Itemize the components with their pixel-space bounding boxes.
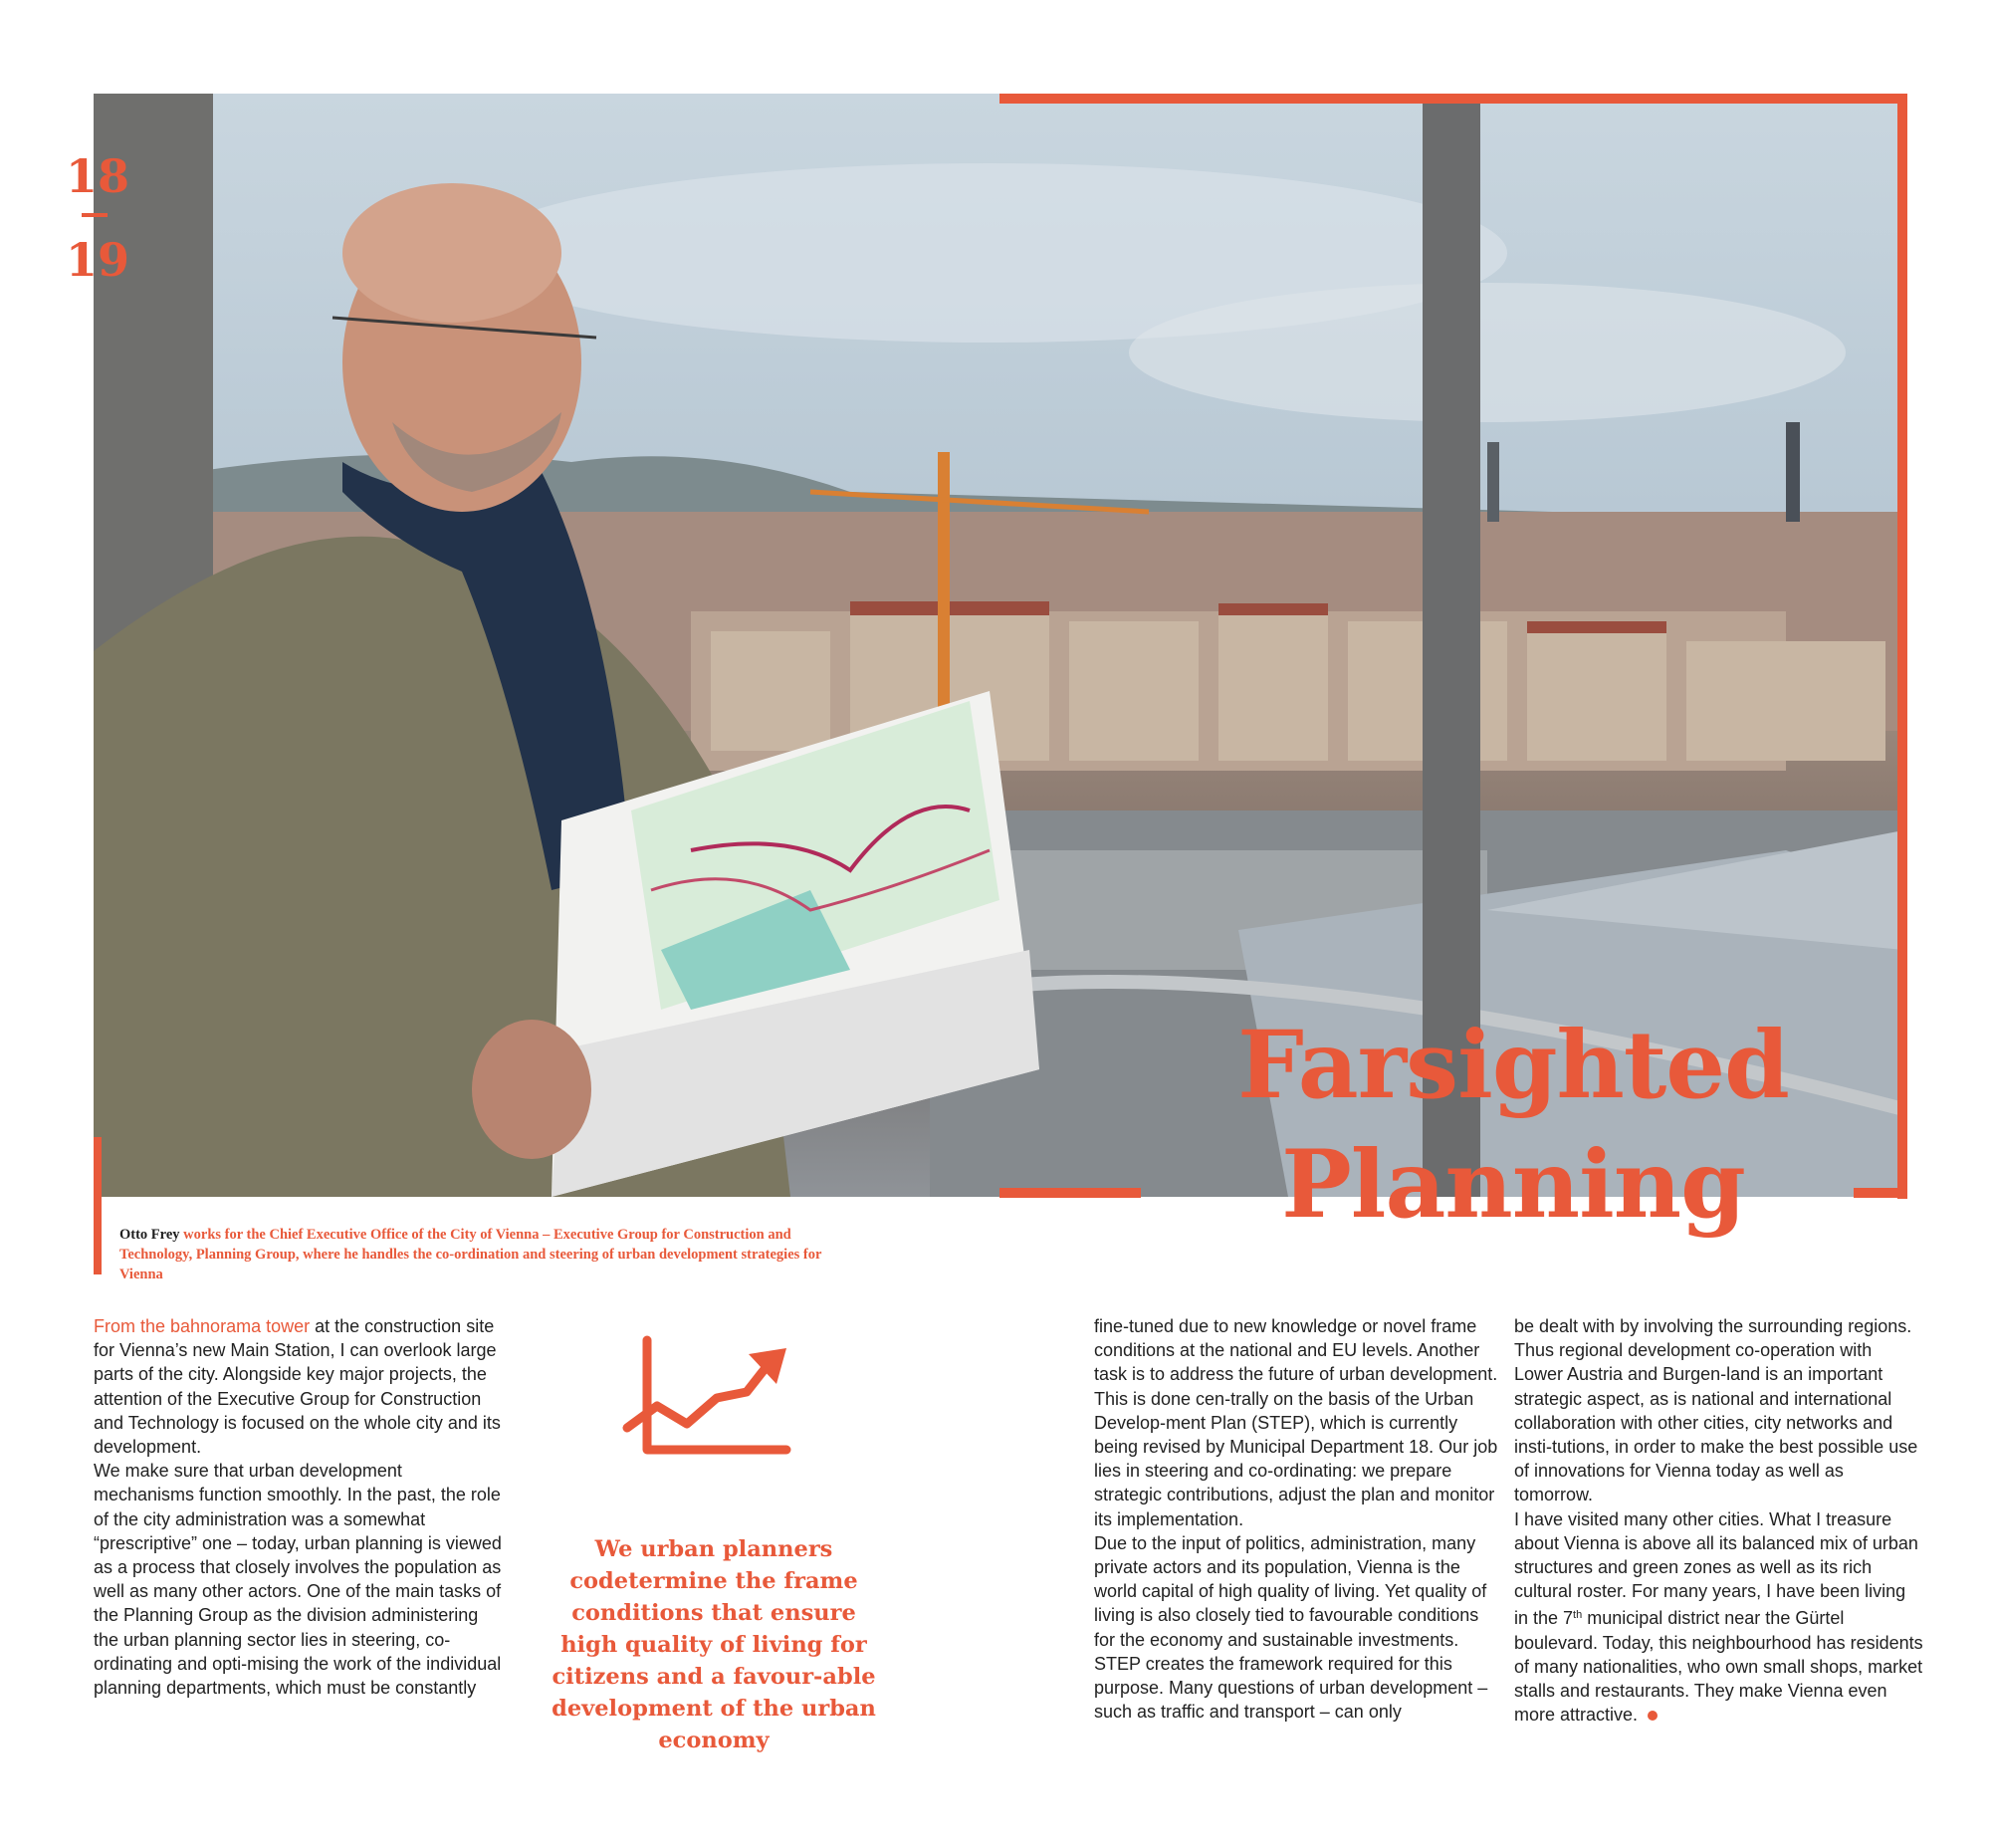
text-column-3 — [1094, 1314, 1504, 1724]
frame-line-top — [999, 94, 1907, 104]
page-number-left: 18 — [66, 149, 130, 203]
lead-in: From the bahnorama tower — [94, 1316, 311, 1336]
caption-text: works for the Chief Executive Office of the City of Vienna – Executive Group for Construction and Technology, Planning Group, where he handles the co-ordination and steering of urban development strategies for Vienna — [119, 1227, 822, 1282]
caption-accent-bar — [94, 1137, 102, 1274]
headline — [1224, 1006, 1802, 1245]
column-3-paragraph-2: Due to the input of politics, administration, many private actors and its population, Vienna is the world capital of high quality of living. Yet quality of living is also closely tied to favourable conditions for the economy and sustainable investments. STEP creates the framework required for this purpose. Many questions of urban development – such as traffic and transport – can only — [1094, 1532, 1488, 1723]
column-3-paragraph-1: fine-tuned due to new knowledge or novel frame conditions at the national and EU levels. Another task is to address the future of urban development. This is done cen-trally on the basis of the Urban Develop-ment Plan (STEP), which is currently being revised by Municipal Department 18. Our job lies in steering and co-ordinating: we prepare strategic contributions, adjust the plan and monitor its implementation. — [1094, 1316, 1498, 1529]
page-number-dash — [82, 213, 108, 217]
page-numbers — [66, 149, 130, 287]
text-column-1 — [94, 1314, 504, 1700]
frame-line-bottom-right — [1854, 1188, 1907, 1198]
headline-line-1: Farsighted — [1237, 1011, 1789, 1120]
column-1-paragraph-1 — [94, 1314, 504, 1459]
column-1-paragraph-2: We make sure that urban development mechanisms function smoothly. In the past, the role of the city administration was a somewhat “prescriptive” one – today, urban planning is viewed as a process that closely involves the population as well as many other actors. One of the main tasks of the Planning Group as the division administering the urban planning sector lies in steering, co-ordinating and opti-mising the work of the individual planning departments, which must be constantly — [94, 1461, 502, 1699]
pull-quote: We urban planners codetermine the frame conditions that ensure high quality of living for citizens and a favour-able development of the urban economy — [552, 1536, 876, 1753]
text-column-4 — [1514, 1314, 1924, 1727]
ordinal-superscript: th — [1573, 1609, 1583, 1622]
column-4-paragraph-2 — [1514, 1507, 1924, 1728]
column-4-paragraph-1: be dealt with by involving the surrounding regions. Thus regional development co-operation with Lower Austria and Burgen-land is an important strategic aspect, as is national and international collaboration with other cities, city networks and insti-tutions, in order to make the best possible use of innovations for Vienna today as well as tomorrow. — [1514, 1316, 1918, 1505]
page-number-right: 19 — [66, 233, 130, 287]
column-1-paragraph-1-text: at the construction site for Vienna’s new Main Station, I can overlook large parts of the city. Alongside key major projects, the attention of the Executive Group for Construction and Technology is focused on the whole city and its development. — [94, 1316, 501, 1458]
photo-caption — [119, 1225, 836, 1284]
caption-name: Otto Frey — [119, 1227, 180, 1243]
headline-line-2: Planning — [1281, 1130, 1745, 1240]
column-4-paragraph-2-text-a: I have visited many other cities. What I treasure about Vienna is above all its balanced mix of urban structures and green zones as well as its rich cultural roster. For many years, I have been living in the 7 — [1514, 1508, 1918, 1629]
growth-chart-icon — [617, 1328, 796, 1468]
end-mark-dot — [1648, 1711, 1658, 1721]
frame-line-right — [1897, 94, 1907, 1199]
column-4-paragraph-2-text-b: municipal district near the Gürtel boulevard. Today, this neighbourhood has residents of many nationalities, who own small shops, market stalls and restaurants. They make Vienna even more attractive. — [1514, 1608, 1923, 1726]
frame-line-bottom-left — [999, 1188, 1141, 1198]
